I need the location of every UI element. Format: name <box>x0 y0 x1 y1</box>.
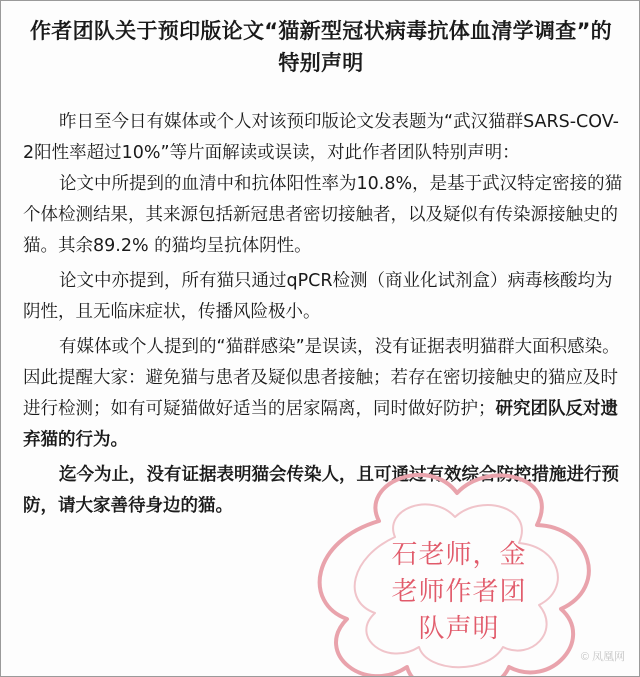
paragraph-2: 论文中所提到的血清中和抗体阳性率为10.8%，是基于武汉特定密接的猫个体检测结果，其来源包括新冠患者密切接触者，以及疑似有传染源接触史的猫。其余89.2% 的猫均呈抗体阴性。 <box>23 174 623 256</box>
stamp-text <box>359 537 559 648</box>
paragraph-4-text: 有媒体或个人提到的“猫群感染”是误读，没有证据表明猫群大面积感染。因此提醒大家：避免猫与患者及疑似患者接触；若存在密切接触史的猫应及时进行检测；如有可疑猫做好适当的居家隔离，同时做好防护； <box>23 337 620 419</box>
watermark: © 凤凰网 <box>580 651 625 663</box>
document-title <box>1 15 640 79</box>
paragraph-4-bold: 研究团队反对遗弃猫的行为。 <box>23 399 618 450</box>
paragraph-3: 论文中亦提到，所有猫只通过qPCR检测（商业化试剂盒）病毒核酸均为阴性，且无临床症状，传播风险极小。 <box>23 271 613 322</box>
title-line-2: 特别声明 <box>278 51 364 75</box>
title-line-1: 作者团队关于预印版论文“猫新型冠状病毒抗体血清学调查”的 <box>29 19 612 43</box>
stamp-line-1: 石老师，金 <box>391 540 527 570</box>
stamp-line-2: 老师作者团 <box>391 577 527 607</box>
paragraph-4 <box>23 332 623 456</box>
paragraph-1: 昨日至今日有媒体或个人对该预印版论文发表题为“武汉猫群SARS-COV-2阳性率超过10%”等片面解读或误读，对此作者团队特别声明： <box>23 112 619 163</box>
paragraph-5: 迄今为止，没有证据表明猫会传染人，且可通过有效综合防控措施进行预防，请大家善待身边的猫。 <box>23 465 619 516</box>
stamp-line-3: 队声明 <box>418 614 500 644</box>
flower-stamp <box>299 463 615 677</box>
